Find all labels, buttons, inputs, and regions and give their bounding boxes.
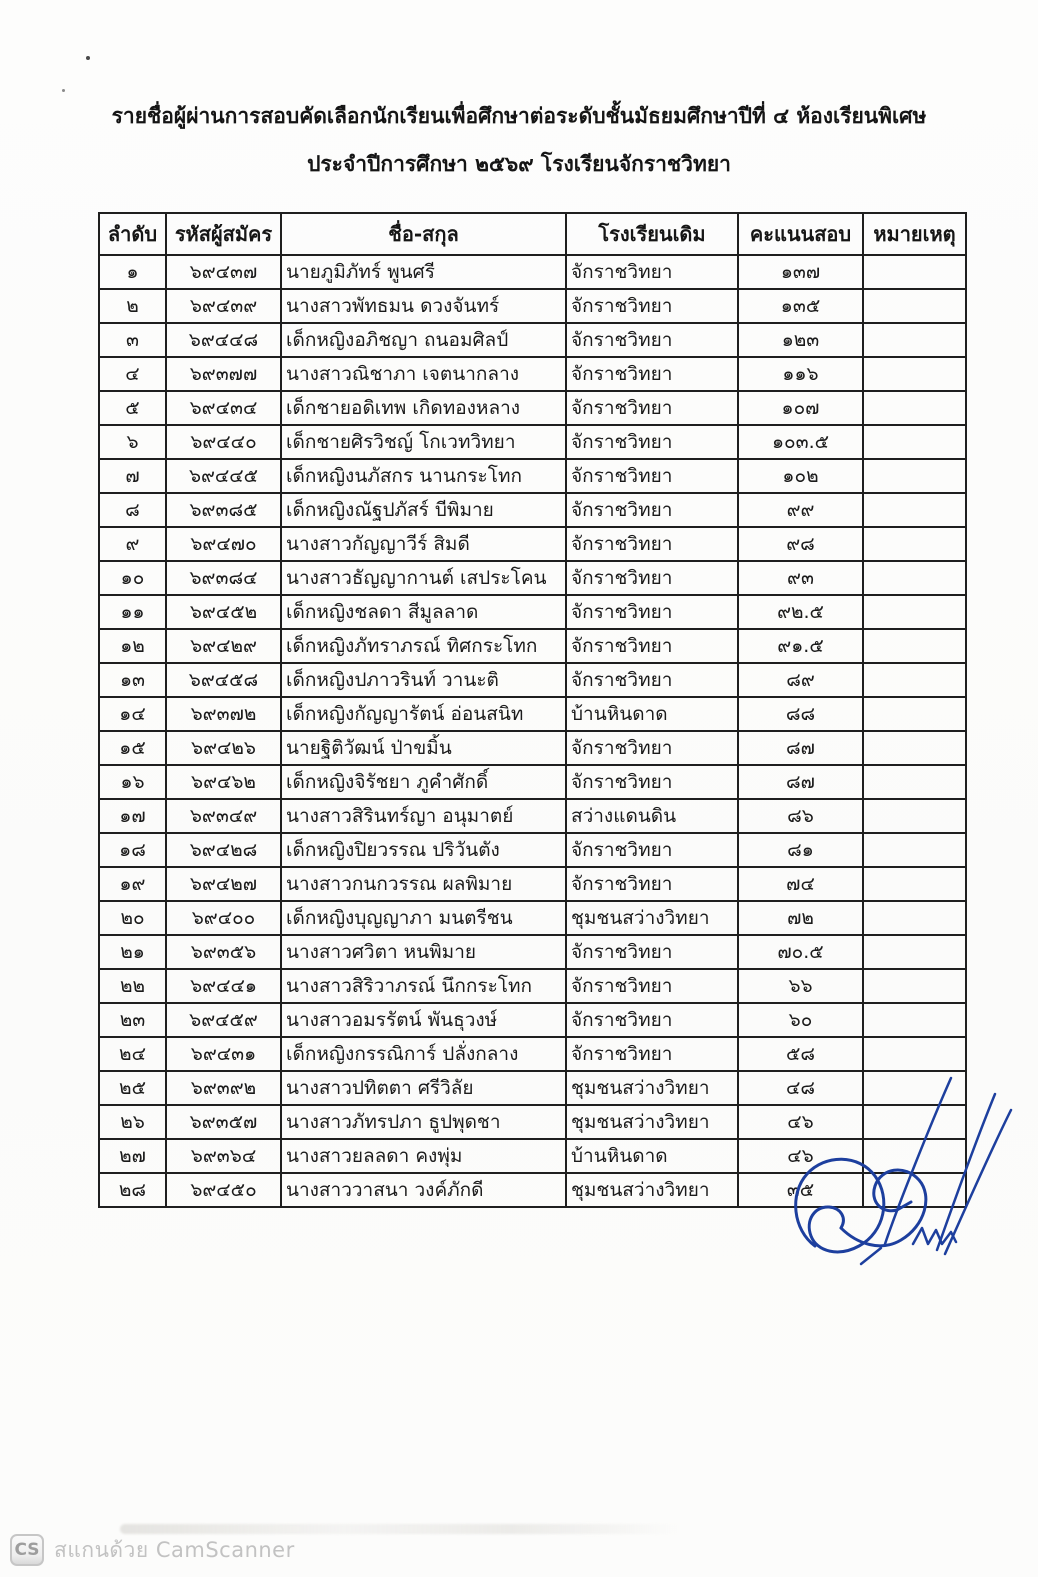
student-name: นางสาวอมรรัตน์ พันธุวงษ์ (281, 1003, 566, 1037)
table-row (99, 459, 966, 493)
student-name: นางสาวณิชาภา เจตนากลาง (281, 357, 566, 391)
remark-cell (863, 289, 966, 323)
table-row (99, 323, 966, 357)
remark-cell (863, 1071, 966, 1105)
previous-school: จักราชวิทยา (566, 765, 738, 799)
table-row (99, 255, 966, 289)
remark-cell (863, 323, 966, 357)
applicant-code: ๖๙๔๕๒ (166, 595, 281, 629)
previous-school: ชุมชนสว่างวิทยา (566, 1173, 738, 1207)
table-row (99, 935, 966, 969)
row-number: ๑๖ (99, 765, 166, 799)
exam-score: ๗๔ (738, 867, 863, 901)
student-name: นางสาวสิริวาภรณ์ นึกกระโทก (281, 969, 566, 1003)
student-name: เด็กหญิงนภัสกร นานกระโทก (281, 459, 566, 493)
remark-cell (863, 459, 966, 493)
scan-artifact-dot (86, 56, 90, 60)
table-row (99, 1139, 966, 1173)
previous-school: จักราชวิทยา (566, 629, 738, 663)
remark-cell (863, 935, 966, 969)
table-row (99, 289, 966, 323)
table-row (99, 595, 966, 629)
student-name: นายภูมิภัทร์ พูนศรี (281, 255, 566, 289)
exam-score: ๙๙ (738, 493, 863, 527)
row-number: ๕ (99, 391, 166, 425)
previous-school: จักราชวิทยา (566, 663, 738, 697)
row-number: ๔ (99, 357, 166, 391)
previous-school: จักราชวิทยา (566, 731, 738, 765)
document-title (0, 92, 1038, 188)
table-row (99, 493, 966, 527)
camscanner-footer (10, 1530, 295, 1570)
row-number: ๙ (99, 527, 166, 561)
row-number: ๑๔ (99, 697, 166, 731)
applicant-code: ๖๙๔๓๔ (166, 391, 281, 425)
row-number: ๑๘ (99, 833, 166, 867)
applicant-code: ๖๙๓๕๖ (166, 935, 281, 969)
applicant-code: ๖๙๔๕๙ (166, 1003, 281, 1037)
student-name: นางสาวสิรินทร์ญา อนุมาตย์ (281, 799, 566, 833)
remark-cell (863, 1003, 966, 1037)
table-row (99, 527, 966, 561)
camscanner-logo-icon: CS (10, 1534, 44, 1566)
applicant-code: ๖๙๓๘๕ (166, 493, 281, 527)
student-name: นางสาวกนกวรรณ ผลพิมาย (281, 867, 566, 901)
table-row (99, 1105, 966, 1139)
applicant-code: ๖๙๓๙๒ (166, 1071, 281, 1105)
row-number: ๑๒ (99, 629, 166, 663)
row-number: ๒๐ (99, 901, 166, 935)
exam-score: ๑๑๖ (738, 357, 863, 391)
previous-school: ชุมชนสว่างวิทยา (566, 901, 738, 935)
remark-cell (863, 1105, 966, 1139)
exam-score: ๘๑ (738, 833, 863, 867)
applicant-code: ๖๙๔๐๐ (166, 901, 281, 935)
exam-score: ๘๖ (738, 799, 863, 833)
column-header-0: ลำดับ (99, 213, 166, 255)
row-number: ๖ (99, 425, 166, 459)
applicant-code: ๖๙๔๕๐ (166, 1173, 281, 1207)
exam-score: ๘๘ (738, 697, 863, 731)
row-number: ๑๐ (99, 561, 166, 595)
applicant-code: ๖๙๔๔๐ (166, 425, 281, 459)
previous-school: จักราชวิทยา (566, 357, 738, 391)
previous-school: ชุมชนสว่างวิทยา (566, 1071, 738, 1105)
remark-cell (863, 255, 966, 289)
column-header-4: คะแนนสอบ (738, 213, 863, 255)
exam-score: ๗๒ (738, 901, 863, 935)
exam-score: ๓๕ (738, 1173, 863, 1207)
applicant-code: ๖๙๔๒๙ (166, 629, 281, 663)
applicant-code: ๖๙๔๒๖ (166, 731, 281, 765)
remark-cell (863, 731, 966, 765)
table-row (99, 425, 966, 459)
table-row (99, 1003, 966, 1037)
remark-cell (863, 527, 966, 561)
row-number: ๒๒ (99, 969, 166, 1003)
table-row (99, 1071, 966, 1105)
row-number: ๗ (99, 459, 166, 493)
previous-school: บ้านหินดาด (566, 1139, 738, 1173)
applicant-code: ๖๙๔๓๗ (166, 255, 281, 289)
previous-school: จักราชวิทยา (566, 289, 738, 323)
student-name: เด็กหญิงณัฐปภัสร์ บีพิมาย (281, 493, 566, 527)
previous-school: จักราชวิทยา (566, 561, 738, 595)
remark-cell (863, 1139, 966, 1173)
exam-score: ๑๓๕ (738, 289, 863, 323)
row-number: ๑๗ (99, 799, 166, 833)
applicant-code: ๖๙๔๖๒ (166, 765, 281, 799)
row-number: ๒๑ (99, 935, 166, 969)
table-row (99, 867, 966, 901)
applicant-code: ๖๙๓๗๒ (166, 697, 281, 731)
exam-score: ๙๒.๕ (738, 595, 863, 629)
table-row (99, 697, 966, 731)
applicant-code: ๖๙๓๖๔ (166, 1139, 281, 1173)
table-row (99, 901, 966, 935)
applicant-code: ๖๙๔๔๘ (166, 323, 281, 357)
remark-cell (863, 697, 966, 731)
exam-score: ๘๗ (738, 765, 863, 799)
row-number: ๑ (99, 255, 166, 289)
previous-school: จักราชวิทยา (566, 493, 738, 527)
table-row (99, 1037, 966, 1071)
remark-cell (863, 901, 966, 935)
exam-score: ๕๘ (738, 1037, 863, 1071)
student-name: นางสาวธัญญากานต์ เสประโคน (281, 561, 566, 595)
student-name: เด็กหญิงอภิชญา ถนอมศิลป์ (281, 323, 566, 357)
row-number: ๒๘ (99, 1173, 166, 1207)
column-header-2: ชื่อ-สกุล (281, 213, 566, 255)
student-name: นายฐิติวัฒน์ ป่าขมิ้น (281, 731, 566, 765)
exam-score: ๔๖ (738, 1105, 863, 1139)
previous-school: จักราชวิทยา (566, 391, 738, 425)
table-row (99, 799, 966, 833)
row-number: ๒๕ (99, 1071, 166, 1105)
results-table-body (99, 255, 966, 1207)
student-name: เด็กหญิงจิรัชยา ภูคำศักดิ์ (281, 765, 566, 799)
exam-score: ๘๙ (738, 663, 863, 697)
student-name: เด็กหญิงชลดา สีมูลลาด (281, 595, 566, 629)
remark-cell (863, 833, 966, 867)
exam-score: ๑๒๓ (738, 323, 863, 357)
student-name: นางสาวพัทธมน ดวงจันทร์ (281, 289, 566, 323)
table-row (99, 561, 966, 595)
table-row (99, 1173, 966, 1207)
remark-cell (863, 629, 966, 663)
exam-score: ๘๗ (738, 731, 863, 765)
applicant-code: ๖๙๔๕๘ (166, 663, 281, 697)
exam-score: ๖๖ (738, 969, 863, 1003)
table-row (99, 731, 966, 765)
remark-cell (863, 391, 966, 425)
previous-school: ชุมชนสว่างวิทยา (566, 1105, 738, 1139)
student-name: เด็กชายศิรวิชญ์ โกเวทวิทยา (281, 425, 566, 459)
row-number: ๑๓ (99, 663, 166, 697)
exam-score: ๙๓ (738, 561, 863, 595)
results-table-header-row (99, 213, 966, 255)
remark-cell (863, 561, 966, 595)
exam-score: ๑๐๒ (738, 459, 863, 493)
remark-cell (863, 357, 966, 391)
previous-school: จักราชวิทยา (566, 459, 738, 493)
student-name: นางสาวกัญญาวีร์ สิมดี (281, 527, 566, 561)
row-number: ๑๕ (99, 731, 166, 765)
student-name: เด็กชายอดิเทพ เกิดทองหลาง (281, 391, 566, 425)
camscanner-watermark-text: สแกนด้วย CamScanner (54, 1537, 295, 1562)
applicant-code: ๖๙๓๘๔ (166, 561, 281, 595)
previous-school: จักราชวิทยา (566, 1037, 738, 1071)
column-header-5: หมายเหตุ (863, 213, 966, 255)
previous-school: จักราชวิทยา (566, 1003, 738, 1037)
remark-cell (863, 1173, 966, 1207)
remark-cell (863, 867, 966, 901)
row-number: ๑๙ (99, 867, 166, 901)
row-number: ๘ (99, 493, 166, 527)
remark-cell (863, 425, 966, 459)
exam-score: ๔๘ (738, 1071, 863, 1105)
row-number: ๒๖ (99, 1105, 166, 1139)
previous-school: จักราชวิทยา (566, 255, 738, 289)
column-header-3: โรงเรียนเดิม (566, 213, 738, 255)
applicant-code: ๖๙๓๗๗ (166, 357, 281, 391)
student-name: นางสาวปทิตตา ศรีวิลัย (281, 1071, 566, 1105)
previous-school: จักราชวิทยา (566, 833, 738, 867)
student-name: นางสาวศวิตา หนพิมาย (281, 935, 566, 969)
exam-score: ๑๐๓.๕ (738, 425, 863, 459)
student-name: เด็กหญิงกรรณิการ์ ปลั่งกลาง (281, 1037, 566, 1071)
previous-school: บ้านหินดาด (566, 697, 738, 731)
results-table (98, 212, 967, 1208)
row-number: ๒๓ (99, 1003, 166, 1037)
table-row (99, 765, 966, 799)
row-number: ๒๗ (99, 1139, 166, 1173)
table-row (99, 357, 966, 391)
remark-cell (863, 799, 966, 833)
previous-school: จักราชวิทยา (566, 323, 738, 357)
previous-school: จักราชวิทยา (566, 935, 738, 969)
applicant-code: ๖๙๔๔๕ (166, 459, 281, 493)
exam-score: ๙๑.๕ (738, 629, 863, 663)
applicant-code: ๖๙๓๕๗ (166, 1105, 281, 1139)
remark-cell (863, 765, 966, 799)
row-number: ๒ (99, 289, 166, 323)
table-row (99, 969, 966, 1003)
remark-cell (863, 663, 966, 697)
remark-cell (863, 493, 966, 527)
exam-score: ๔๖ (738, 1139, 863, 1173)
student-name: นางสาวภัทรปภา ธูปพุดชา (281, 1105, 566, 1139)
previous-school: จักราชวิทยา (566, 425, 738, 459)
remark-cell (863, 969, 966, 1003)
column-header-1: รหัสผู้สมัคร (166, 213, 281, 255)
previous-school: จักราชวิทยา (566, 867, 738, 901)
exam-score: ๑๓๗ (738, 255, 863, 289)
table-row (99, 629, 966, 663)
previous-school: จักราชวิทยา (566, 969, 738, 1003)
exam-score: ๖๐ (738, 1003, 863, 1037)
document-title-line1: รายชื่อผู้ผ่านการสอบคัดเลือกนักเรียนเพื่อศึกษาต่อระดับชั้นมัธยมศึกษาปีที่ ๔ ห้องเรียนพิเศษ (111, 104, 927, 128)
row-number: ๒๔ (99, 1037, 166, 1071)
row-number: ๓ (99, 323, 166, 357)
student-name: นางสาวยลลดา คงพุ่ม (281, 1139, 566, 1173)
student-name: เด็กหญิงกัญญารัตน์ อ่อนสนิท (281, 697, 566, 731)
student-name: เด็กหญิงภัทราภรณ์ ทิศกระโทก (281, 629, 566, 663)
applicant-code: ๖๙๔๗๐ (166, 527, 281, 561)
previous-school: จักราชวิทยา (566, 527, 738, 561)
applicant-code: ๖๙๔๒๘ (166, 833, 281, 867)
exam-score: ๙๘ (738, 527, 863, 561)
student-name: เด็กหญิงปภาวรินท์ วานะติ (281, 663, 566, 697)
exam-score: ๑๐๗ (738, 391, 863, 425)
applicant-code: ๖๙๔๒๗ (166, 867, 281, 901)
table-row (99, 833, 966, 867)
previous-school: สว่างแดนดิน (566, 799, 738, 833)
table-row (99, 663, 966, 697)
applicant-code: ๖๙๔๓๙ (166, 289, 281, 323)
remark-cell (863, 1037, 966, 1071)
previous-school: จักราชวิทยา (566, 595, 738, 629)
table-row (99, 391, 966, 425)
student-name: เด็กหญิงบุญญาภา มนตรีชน (281, 901, 566, 935)
applicant-code: ๖๙๓๔๙ (166, 799, 281, 833)
document-title-line2: ประจำปีการศึกษา ๒๕๖๙ โรงเรียนจักราชวิทยา (307, 152, 731, 176)
student-name: นางสาววาสนา วงค์ภักดี (281, 1173, 566, 1207)
applicant-code: ๖๙๔๔๑ (166, 969, 281, 1003)
row-number: ๑๑ (99, 595, 166, 629)
remark-cell (863, 595, 966, 629)
exam-score: ๗๐.๕ (738, 935, 863, 969)
applicant-code: ๖๙๔๓๑ (166, 1037, 281, 1071)
student-name: เด็กหญิงปิยวรรณ ปริวันตัง (281, 833, 566, 867)
